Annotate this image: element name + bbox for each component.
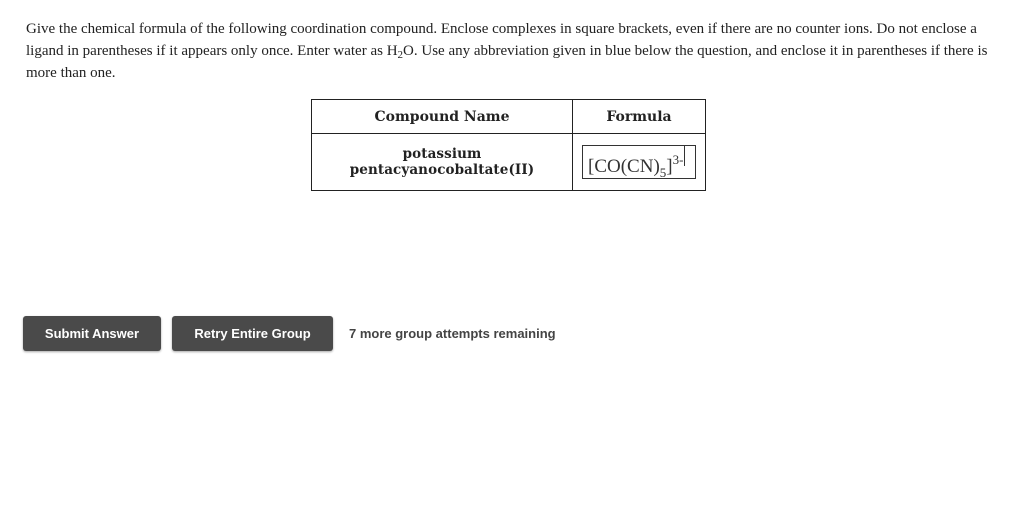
compound-table xyxy=(311,99,706,191)
formula-subscript: 5 xyxy=(659,165,667,180)
question-text-part1: Give the chemical formula of the following coordination compound. Enclose complexes in square brackets, even if there are no counter ions. Do not enclose a ligand in parentheses if it appears only once. Enter water as H xyxy=(26,21,977,59)
formula-superscript: 3- xyxy=(672,152,684,167)
compound-name-cell: potassium pentacyanocobaltate(II) xyxy=(312,134,573,191)
column-header-formula: Formula xyxy=(573,100,706,134)
formula-answer-input[interactable] xyxy=(582,145,696,179)
table-row xyxy=(312,134,706,191)
submit-answer-button[interactable]: Submit Answer xyxy=(23,316,161,351)
formula-close-bracket: ] xyxy=(666,156,673,177)
retry-entire-group-button[interactable]: Retry Entire Group xyxy=(172,316,333,351)
column-header-compound-name: Compound Name xyxy=(312,100,573,134)
question-text xyxy=(26,18,1001,84)
question-text-part2: O. Use any abbreviation given in blue below the question, and enclose it in parentheses if there is more than one. xyxy=(26,43,988,81)
formula-main: [CO(CN) xyxy=(588,156,660,177)
formula-cell xyxy=(573,134,706,191)
water-subscript: 2 xyxy=(397,49,404,61)
table-header-row xyxy=(312,100,706,134)
attempts-remaining-text: 7 more group attempts remaining xyxy=(349,326,556,341)
text-cursor xyxy=(684,146,685,166)
